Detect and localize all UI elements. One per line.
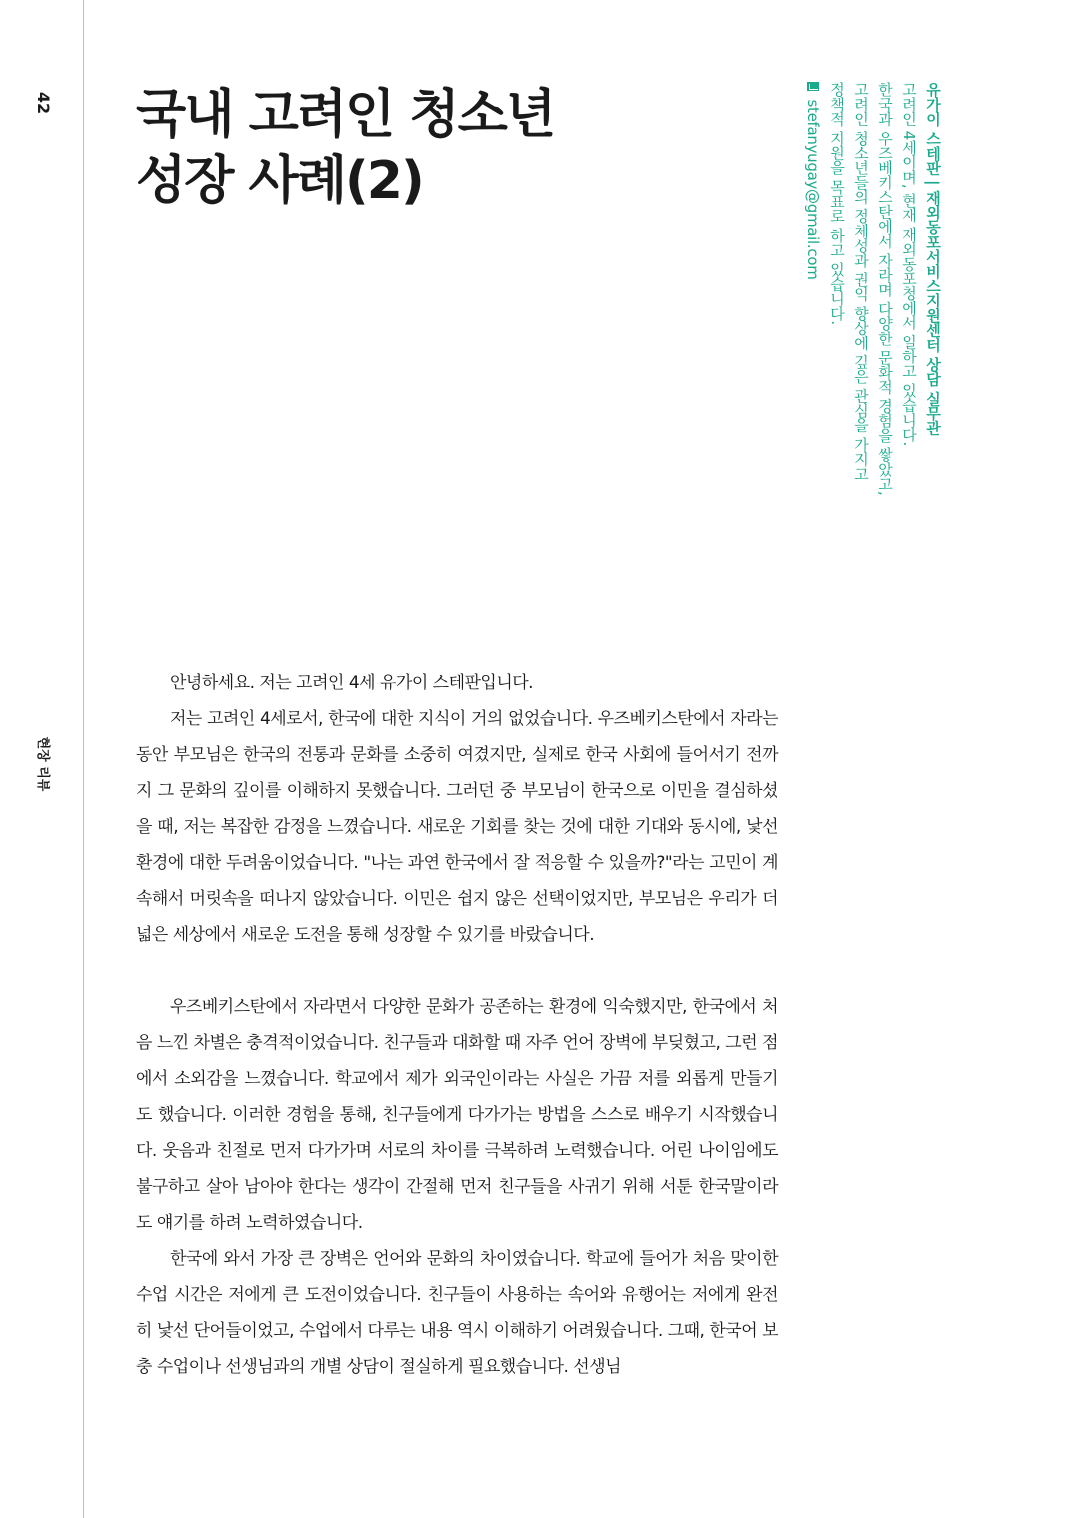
page-number: 42 — [34, 91, 53, 115]
sidebar-divider — [83, 0, 84, 1518]
author-email[interactable]: stefanyugay@gmail.com — [804, 99, 822, 280]
body-paragraph: 저는 고려인 4세로서, 한국에 대한 지식이 거의 없었습니다. 우즈베키스탄에서 자라는 동안 부모님은 한국의 전통과 문화를 소중히 여겼지만, 실제로 한국 사회에 들어서기 전까지 그 문화의 깊이를 이해하지 못했습니다. 그러던 중 부모님이 한국으로 이민을 결심하셨을 때, 저는 복잡한 감정을 느꼈습니다. 새로운 기회를 찾는 것에 대한 기대와 동시에, 낯선 환경에 대한 두려움이었습니다. "나는 과연 한국에서 잘 적응할 수 있을까?"라는 고민이 계속해서 머릿속을 떠나지 않았습니다. 이민은 쉽지 않은 선택이었지만, 부모님은 우리가 더 넓은 세상에서 새로운 도전을 통해 성장할 수 있기를 바랐습니다. — [136, 709, 778, 945]
author-name: 유가이 스테판 | 재외동포서비스지원센터 상담 실무관 — [924, 82, 942, 436]
title-line-2: 성장 사례(2) — [136, 151, 423, 211]
author-info — [785, 82, 945, 552]
mail-icon — [807, 82, 819, 91]
body-paragraph: 안녕하세요. 저는 고려인 4세 유가이 스테판입니다. — [170, 673, 534, 693]
author-bio-line: 고려인 4세이며, 현재 재외동포청에서 일하고 있습니다. — [900, 82, 918, 446]
author-bio-line: 한국과 우즈베키스탄에서 자라며 다양한 문화적 경험을 쌓았고, — [876, 82, 894, 496]
author-bio-line: 고려인 청소년들의 정체성과 권익 향상에 깊은 관심을 가지고 — [852, 82, 870, 481]
section-label: 현장 리뷰 — [35, 736, 50, 792]
body-paragraph: 우즈베키스탄에서 자라면서 다양한 문화가 공존하는 환경에 익숙했지만, 한국에서 처음 느낀 차별은 충격적이었습니다. 친구들과 대화할 때 자주 언어 장벽에 부딪혔고, 그런 점에서 소외감을 느꼈습니다. 학교에서 제가 외국인이라는 사실은 가끔 저를 외롭게 만들기도 했습니다. 이러한 경험을 통해, 친구들에게 다가가는 방법을 스스로 배우기 시작했습니다. 웃음과 친절로 먼저 다가가며 서로의 차이를 극복하려 노력했습니다. 어린 나이임에도 불구하고 살아 남아야 한다는 생각이 간절해 먼저 친구들을 사귀기 위해 서툰 한국말이라도 얘기를 하려 노력하였습니다. — [136, 997, 778, 1233]
author-bio-line: 정책적 지원을 목표로 하고 있습니다. — [828, 82, 846, 325]
author-email-row — [801, 82, 825, 552]
title-line-1: 국내 고려인 청소년 — [136, 85, 555, 145]
article-title — [136, 82, 656, 214]
article-body — [136, 665, 778, 1385]
body-paragraph: 한국에 와서 가장 큰 장벽은 언어와 문화의 차이였습니다. 학교에 들어가 처음 맞이한 수업 시간은 저에게 큰 도전이었습니다. 친구들이 사용하는 속어와 유행어는 저에게 완전히 낯선 단어들이었고, 수업에서 다루는 내용 역시 이해하기 어려웠습니다. 그때, 한국어 보충 수업이나 선생님과의 개별 상담이 절실하게 필요했습니다. 선생님 — [136, 1249, 778, 1377]
